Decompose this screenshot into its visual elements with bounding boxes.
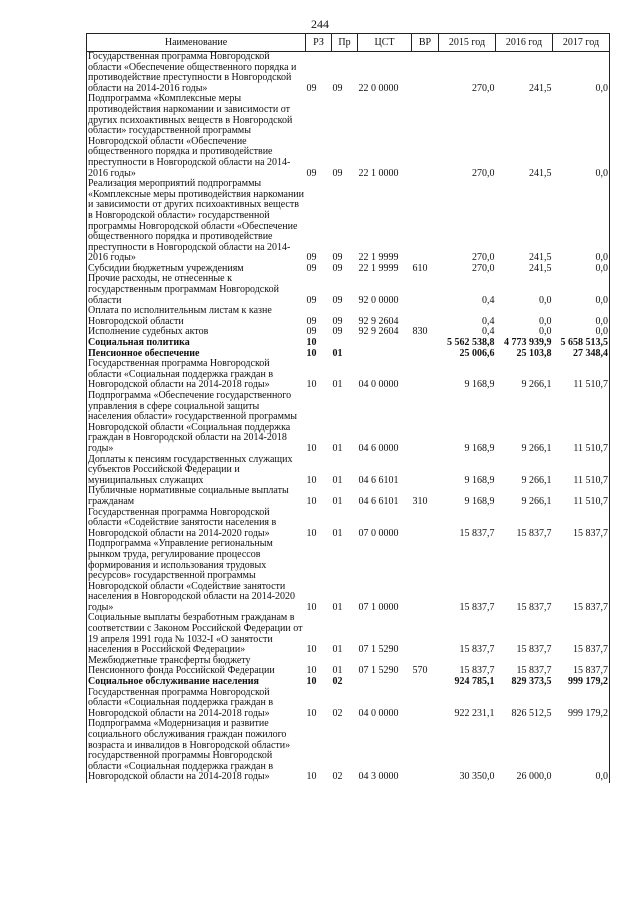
row-2015: 9 168,9: [464, 379, 495, 391]
row-2017: 15 837,7: [553, 656, 610, 677]
row-rz: 09: [306, 262, 317, 274]
row-2017: 15 837,7: [553, 613, 610, 655]
row-pr: 09: [332, 294, 343, 306]
row-2016: 15 837,7: [516, 527, 552, 539]
table-row: [87, 508, 610, 540]
row-cst: 04 3 0000: [358, 771, 399, 783]
row-name: Подпрограмма «Обеспечение государственного управления в сфере социальной защиты населения области» государственной программы Новгородской области «Социальная поддержка граждан в Новгородской области на 2014-2018 годы»: [87, 391, 306, 455]
row-cst: 07 1 5290: [358, 644, 399, 656]
row-2017: 0,0: [553, 179, 610, 264]
row-pr: 09: [332, 82, 343, 94]
table-row: [87, 94, 610, 179]
row-cst: 22 1 9999: [358, 262, 399, 274]
row-2017: 0,0: [553, 306, 610, 327]
row-2015: 9 168,9: [464, 474, 495, 486]
row-cst: [358, 349, 412, 360]
header-2016: 2016 год: [496, 34, 553, 52]
table-body: [87, 52, 610, 783]
row-rz: 10: [306, 771, 317, 783]
row-pr: 01: [332, 527, 343, 539]
row-name: Субсидии бюджетным учреждениям: [87, 264, 306, 275]
row-name: Доплаты к пенсиям государственных служащих субъектов Российской Федерации и муниципальных служащих: [87, 455, 306, 487]
row-cst: 04 6 6101: [358, 474, 399, 486]
row-2016: 9 266,1: [521, 495, 552, 507]
table-row: [87, 688, 610, 720]
budget-table: [86, 33, 610, 783]
row-rz: 10: [306, 665, 317, 677]
row-vr: [412, 306, 439, 327]
header-rz: РЗ: [306, 34, 332, 52]
row-2015: 270,0: [472, 252, 495, 264]
row-vr: [412, 613, 439, 655]
header-2017: 2017 год: [553, 34, 610, 52]
row-2015: 15 837,7: [459, 601, 495, 613]
table-row: [87, 613, 610, 655]
row-2015: 0,4: [482, 326, 495, 338]
row-name: Государственная программа Новгородской области «Обеспечение общественного порядка и противодействие преступности в Новгородской области на 2014-2016 годы»: [87, 52, 306, 95]
row-pr: 01: [332, 644, 343, 656]
row-pr: 09: [332, 326, 343, 338]
table-row: [87, 719, 610, 783]
row-pr: 01: [332, 347, 343, 359]
row-2017: 999 179,2: [553, 677, 610, 688]
row-vr: [412, 539, 439, 613]
row-vr: 310: [412, 495, 428, 507]
row-rz: 10: [306, 644, 317, 656]
row-2016: 241,5: [529, 262, 552, 274]
row-pr: 02: [332, 676, 343, 688]
row-2015: 922 231,1: [454, 707, 495, 719]
row-name: Подпрограмма «Модернизация и развитие социального обслуживания граждан пожилого возраста и инвалидов в Новгородской области» государственной программы Новгородской области «Социальная поддержка граждан в Новгородской области на 2014-2018 годы»: [87, 719, 306, 783]
row-rz: 09: [306, 82, 317, 94]
row-vr: [412, 274, 439, 306]
row-rz: 10: [306, 527, 317, 539]
row-pr: 09: [332, 252, 343, 264]
row-2015: 9 168,9: [464, 495, 495, 507]
row-2016: 0,0: [539, 326, 552, 338]
header-cst: ЦСТ: [358, 34, 412, 52]
row-2016: 9 266,1: [521, 442, 552, 454]
row-2017: 11 510,7: [553, 359, 610, 391]
row-2017: 0,0: [553, 264, 610, 275]
row-name: Социальные выплаты безработным гражданам в соответствии с Законом Российской Федерации от 19 апреля 1991 года № 1032-I «О занятости населения в Российской Федерации»: [87, 613, 306, 655]
row-2016: 0,0: [539, 315, 552, 327]
row-2017: 0,0: [553, 719, 610, 783]
row-name: Исполнение судебных актов: [87, 327, 306, 338]
row-pr: 01: [332, 665, 343, 677]
row-2015: 5 562 538,8: [447, 337, 495, 349]
row-vr: [412, 719, 439, 783]
row-2017: 15 837,7: [553, 508, 610, 540]
row-2015: 270,0: [472, 82, 495, 94]
table-row: [87, 455, 610, 487]
table-row: [87, 52, 610, 95]
row-cst: 22 0 0000: [358, 82, 399, 94]
row-vr: [412, 94, 439, 179]
row-name: Государственная программа Новгородской области «Социальная поддержка граждан в Новгородской области на 2014-2018 годы»: [87, 359, 306, 391]
row-rz: 09: [306, 294, 317, 306]
row-2015: 9 168,9: [464, 442, 495, 454]
row-pr: 01: [332, 474, 343, 486]
row-2016: 15 837,7: [516, 601, 552, 613]
row-name: Социальное обслуживание населения: [87, 677, 306, 688]
row-rz: 09: [306, 167, 317, 179]
row-cst: 22 1 9999: [358, 252, 399, 264]
row-2015: 270,0: [472, 262, 495, 274]
row-vr: [412, 391, 439, 455]
row-rz: 10: [306, 337, 317, 349]
row-2016: 26 000,0: [516, 771, 552, 783]
row-pr: 01: [332, 442, 343, 454]
row-rz: 10: [306, 495, 317, 507]
row-2015: 0,4: [482, 294, 495, 306]
row-2016: 15 837,7: [516, 665, 552, 677]
row-name: Социальная политика: [87, 338, 306, 349]
row-2017: 27 348,4: [553, 349, 610, 360]
row-2017: 0,0: [553, 327, 610, 338]
row-vr: 610: [412, 262, 428, 274]
row-vr: [412, 455, 439, 487]
row-name: Государственная программа Новгородской области «Содействие занятости населения в Новгородской области на 2014-2020 годы»: [87, 508, 306, 540]
row-2015: 25 006,6: [459, 347, 495, 359]
row-pr: 01: [332, 495, 343, 507]
row-rz: 10: [306, 442, 317, 454]
header-name: Наименование: [87, 34, 306, 52]
page-number: 244: [311, 17, 329, 31]
row-cst: 92 0 0000: [358, 294, 399, 306]
row-2016: 241,5: [529, 167, 552, 179]
row-cst: [358, 677, 412, 688]
row-name: Государственная программа Новгородской области «Социальная поддержка граждан в Новгородской области на 2014-2018 годы»: [87, 688, 306, 720]
row-2017: 5 658 513,5: [553, 338, 610, 349]
row-rz: 10: [306, 347, 317, 359]
row-2017: 0,0: [553, 274, 610, 306]
row-pr: 09: [332, 262, 343, 274]
header-2015: 2015 год: [439, 34, 496, 52]
row-2016: 9 266,1: [521, 379, 552, 391]
row-2015: 15 837,7: [459, 527, 495, 539]
table-row: [87, 359, 610, 391]
row-2016: 9 266,1: [521, 474, 552, 486]
row-name: Публичные нормативные социальные выплаты гражданам: [87, 486, 306, 507]
table-row: [87, 486, 610, 507]
row-2017: 0,0: [553, 52, 610, 95]
row-name: Межбюджетные трансферты бюджету Пенсионного фонда Российской Федерации: [87, 656, 306, 677]
row-2016: 25 103,8: [516, 347, 552, 359]
row-2016: 15 837,7: [516, 644, 552, 656]
row-cst: 04 6 6101: [358, 495, 399, 507]
row-rz: 10: [306, 379, 317, 391]
row-2015: 30 350,0: [459, 771, 495, 783]
row-cst: 04 0 0000: [358, 707, 399, 719]
row-2015: 924 785,1: [454, 676, 495, 688]
row-2016: 0,0: [539, 294, 552, 306]
row-2015: 15 837,7: [459, 644, 495, 656]
row-2017: 11 510,7: [553, 455, 610, 487]
row-pr: 02: [332, 707, 343, 719]
table-row: [87, 306, 610, 327]
row-vr: [412, 179, 439, 264]
row-cst: 07 1 5290: [358, 665, 399, 677]
row-2015: 270,0: [472, 167, 495, 179]
row-rz: 09: [306, 315, 317, 327]
row-2016: 826 512,5: [511, 707, 552, 719]
row-2016: 241,5: [529, 82, 552, 94]
row-name: Пенсионное обеспечение: [87, 349, 306, 360]
row-cst: 22 1 0000: [358, 167, 399, 179]
row-rz: 10: [306, 474, 317, 486]
row-vr: [412, 359, 439, 391]
table-row: [87, 539, 610, 613]
row-pr: 01: [332, 601, 343, 613]
row-pr: 01: [332, 379, 343, 391]
row-cst: [358, 338, 412, 349]
row-name: Реализация мероприятий подпрограммы «Комплексные меры противодействия наркомании и зависимости от других психоактивных веществ в Новгородской области» государственной программы Новгородской области «Обеспечение общественного порядка и противодействие преступности в Новгородской области на 2014-2016 годы»: [88, 178, 305, 264]
row-2017: 11 510,7: [553, 391, 610, 455]
row-vr: [412, 338, 439, 349]
row-pr: 09: [332, 315, 343, 327]
row-cst: 07 1 0000: [358, 601, 399, 613]
row-cst: 92 9 2604: [358, 315, 399, 327]
row-vr: [412, 677, 439, 688]
row-rz: 10: [306, 707, 317, 719]
row-2017: 15 837,7: [553, 539, 610, 613]
row-2015: 15 837,7: [459, 665, 495, 677]
row-2015: 0,4: [482, 315, 495, 327]
header-pr: Пр: [332, 34, 358, 52]
row-cst: 04 0 0000: [358, 379, 399, 391]
row-pr: 02: [332, 771, 343, 783]
table-row: [87, 274, 610, 306]
row-rz: 10: [306, 676, 317, 688]
row-vr: [412, 349, 439, 360]
row-vr: [412, 508, 439, 540]
row-rz: 09: [306, 326, 317, 338]
row-2016: 829 373,5: [511, 676, 552, 688]
row-cst: 92 9 2604: [358, 326, 399, 338]
row-rz: 09: [306, 252, 317, 264]
row-vr: [412, 688, 439, 720]
row-2016: 241,5: [529, 252, 552, 264]
header-vr: ВР: [412, 34, 439, 52]
row-vr: 830: [412, 326, 428, 338]
row-cst: 04 6 0000: [358, 442, 399, 454]
row-2017: 999 179,2: [553, 688, 610, 720]
row-pr: 09: [332, 167, 343, 179]
row-vr: [412, 52, 439, 95]
row-2017: 11 510,7: [553, 486, 610, 507]
row-name: Прочие расходы, не отнесенные к государственным программам Новгородской области: [87, 274, 306, 306]
row-name: Подпрограмма «Комплексные меры противодействия наркомании и зависимости от других психоактивных веществ в Новгородской области» государственной программы Новгородской области «Обеспечение общественного порядка и противодействие преступности в Новгородской области на 2014-2016 годы»: [87, 94, 306, 179]
row-name: Подпрограмма «Управление региональным рынком труда, регулирование процессов формирования и использования трудовых ресурсов» государственной программы Новгородской области «Содействие занятости населения в Новгородской области на 2014-2020 годы»: [87, 539, 306, 613]
header-row: [87, 34, 610, 52]
row-rz: 10: [306, 601, 317, 613]
row-vr: 570: [412, 665, 428, 677]
table-row: [87, 179, 610, 264]
row-2017: 0,0: [553, 94, 610, 179]
row-cst: 07 0 0000: [358, 527, 399, 539]
table-row: [87, 656, 610, 677]
row-name: Оплата по исполнительным листам к казне Новгородской области: [87, 306, 306, 327]
table-row: [87, 391, 610, 455]
row-2016: 4 773 939,9: [504, 337, 552, 349]
